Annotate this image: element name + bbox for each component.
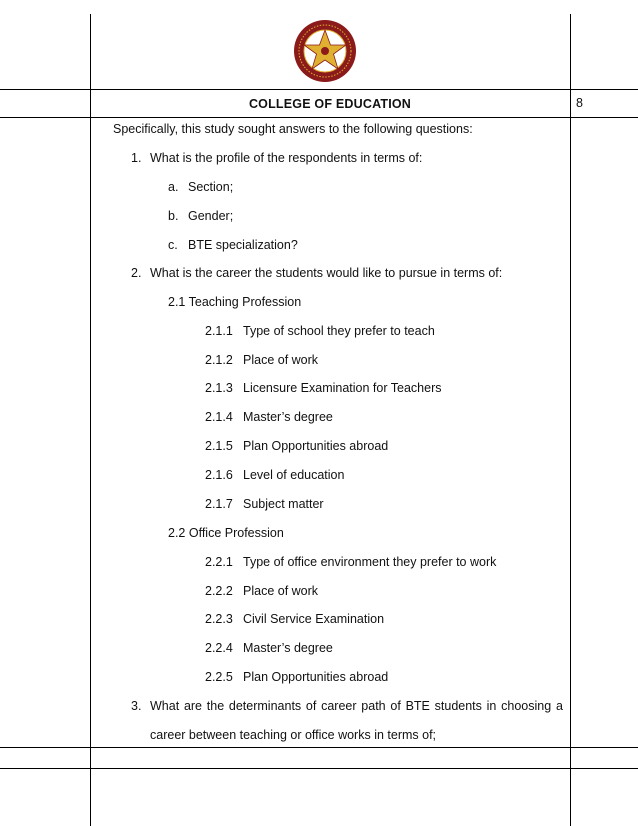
list-item — [205, 410, 333, 425]
list-item — [205, 670, 388, 685]
question-number: 2. — [131, 266, 142, 280]
item-number: 2.2.4 — [205, 641, 233, 655]
item-text: Plan Opportunities abroad — [243, 670, 389, 684]
item-text: Master’s degree — [243, 410, 333, 424]
item-text: Licensure Examination for Teachers — [243, 381, 442, 395]
list-item — [205, 381, 442, 396]
university-seal — [293, 18, 357, 86]
left-margin-line — [90, 14, 91, 826]
question-number: 1. — [131, 151, 142, 165]
question-word: of — [305, 699, 317, 713]
item-text: Level of education — [243, 468, 345, 482]
footer-bottom-rule — [0, 768, 638, 769]
list-item — [205, 439, 388, 454]
question-number-3: 3. — [131, 699, 142, 713]
question-1 — [131, 151, 422, 166]
question-word: in — [486, 699, 497, 713]
item-number: 2.2.1 — [205, 555, 233, 569]
subsection-office-profession: 2.2 Office Profession — [168, 526, 284, 540]
list-item — [205, 612, 384, 627]
question-word: path — [361, 699, 386, 713]
item-number: 2.1.7 — [205, 497, 233, 511]
item-number: 2.1.2 — [205, 353, 233, 367]
item-text: Section; — [188, 180, 234, 194]
header-bottom-rule — [0, 117, 638, 118]
question-word: students — [434, 699, 482, 713]
subsection-teaching-profession: 2.1 Teaching Profession — [168, 295, 302, 309]
question-word: BTE — [405, 699, 430, 713]
question-word: of — [390, 699, 401, 713]
header-top-rule — [0, 89, 638, 90]
item-text: Place of work — [243, 584, 319, 598]
item-text: Master’s degree — [243, 641, 333, 655]
question-2 — [131, 266, 502, 281]
question-word: a — [555, 699, 563, 713]
item-number: 2.1.6 — [205, 468, 233, 482]
list-item — [205, 324, 435, 339]
list-item — [205, 468, 344, 483]
item-number: 2.1.5 — [205, 439, 233, 453]
list-item — [205, 641, 333, 656]
list-item — [205, 584, 318, 599]
list-item — [168, 180, 233, 195]
question-text: What is the career the students would like to pursue in terms of: — [150, 266, 503, 280]
right-margin-line — [570, 14, 571, 826]
item-number: a. — [168, 180, 179, 194]
item-text: Gender; — [188, 209, 234, 223]
item-text: Type of office environment they prefer to work — [243, 555, 497, 569]
item-text: Subject matter — [243, 497, 324, 511]
item-number: 2.1.4 — [205, 410, 233, 424]
question-word: determinants — [228, 699, 302, 713]
item-text: BTE specialization? — [188, 238, 298, 252]
footer-top-rule — [0, 747, 638, 748]
question-word: career — [321, 699, 357, 713]
seal-center — [321, 47, 329, 55]
page-title: COLLEGE OF EDUCATION — [248, 97, 412, 111]
item-number: b. — [168, 209, 179, 223]
list-item — [205, 555, 496, 570]
list-item — [205, 497, 324, 512]
item-number: 2.2.5 — [205, 670, 233, 684]
item-number: c. — [168, 238, 178, 252]
question-word: the — [206, 699, 225, 713]
question-word: choosing — [501, 699, 552, 713]
list-item — [205, 353, 318, 368]
list-item — [168, 238, 298, 253]
item-text: Civil Service Examination — [243, 612, 385, 626]
item-text: Plan Opportunities abroad — [243, 439, 389, 453]
intro-text: Specifically, this study sought answers to the following questions: — [113, 122, 473, 136]
item-number: 2.1.1 — [205, 324, 233, 338]
item-text: Type of school they prefer to teach — [243, 324, 435, 338]
item-text: Place of work — [243, 353, 319, 367]
question-3-first-line — [150, 699, 563, 714]
item-number: 2.1.3 — [205, 381, 233, 395]
item-number: 2.2.2 — [205, 584, 233, 598]
list-item — [168, 209, 233, 224]
question-3-continuation: career between teaching or office works in terms of; — [150, 728, 437, 742]
item-number: 2.2.3 — [205, 612, 233, 626]
question-word: are — [183, 699, 203, 713]
page-number: 8 — [576, 96, 583, 110]
question-word: What — [150, 699, 180, 713]
question-text: What is the profile of the respondents in terms of: — [150, 151, 423, 165]
